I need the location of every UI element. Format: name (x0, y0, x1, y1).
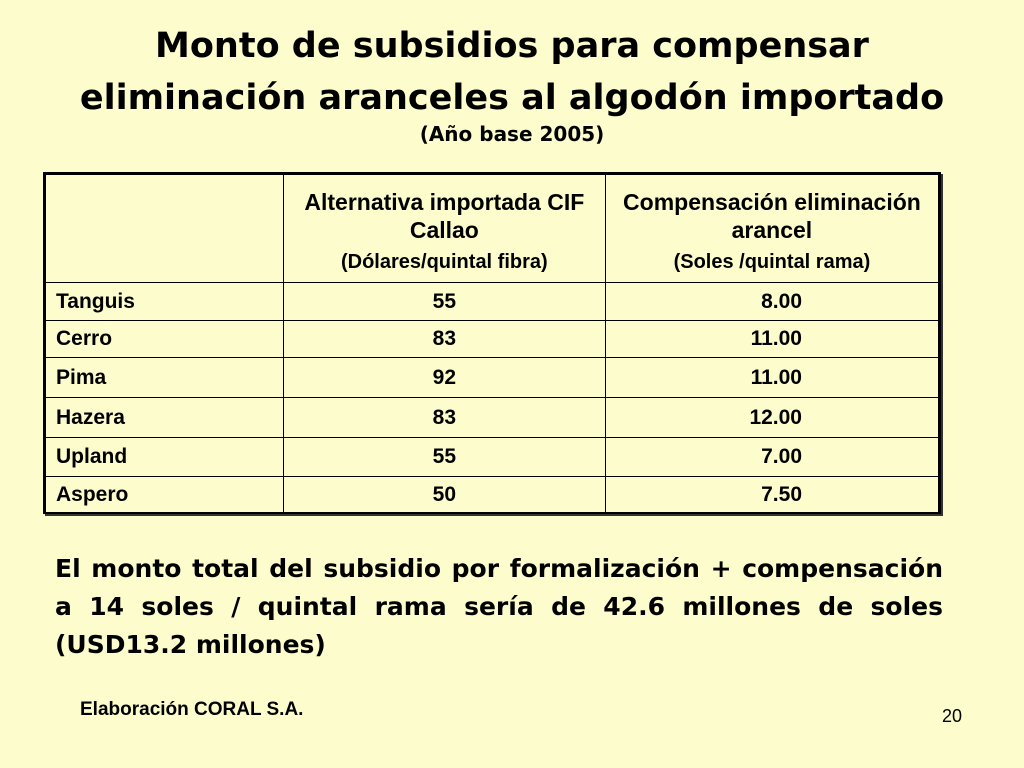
header-compensacion-unit: (Soles /quintal rama) (673, 250, 871, 273)
subsidy-table (45, 174, 939, 513)
summary-paragraph: El monto total del subsidio por formalización + compensación a 14 soles / quintal rama sería de 42.6 millones de soles (USD13.2 millones) (55, 554, 943, 659)
row-alternativa-value: 83 (283, 321, 605, 358)
row-variety-name: Tanguis (46, 283, 284, 321)
row-variety-name: Cerro (46, 321, 284, 358)
header-empty-cell (46, 175, 284, 283)
row-variety-name: Upland (46, 438, 284, 477)
row-alternativa-value: 92 (283, 358, 605, 398)
header-alternativa (283, 175, 605, 283)
row-compensacion-value: 8.00 (605, 283, 938, 321)
row-alternativa-value: 50 (283, 477, 605, 513)
row-variety-name: Pima (46, 358, 284, 398)
table-row (46, 398, 939, 438)
row-alternativa-value: 55 (283, 438, 605, 477)
header-compensacion (605, 175, 938, 283)
table-row (46, 477, 939, 513)
subsidy-table-frame (43, 172, 941, 514)
table-row (46, 321, 939, 358)
header-alternativa-unit: (Dólares/quintal fibra) (340, 250, 548, 273)
row-variety-name: Hazera (46, 398, 284, 438)
page-number: 20 (941, 706, 962, 726)
table-row (46, 283, 939, 321)
slide-title-line-1: Monto de subsidios para compensar (155, 26, 869, 66)
row-compensacion-value: 7.00 (605, 438, 938, 477)
table-row (46, 358, 939, 398)
row-compensacion-value: 12.00 (605, 398, 938, 438)
row-alternativa-value: 83 (283, 398, 605, 438)
row-compensacion-value: 11.00 (605, 321, 938, 358)
row-compensacion-value: 7.50 (605, 477, 938, 513)
table-header-row (46, 175, 939, 283)
slide-subtitle: (Año base 2005) (419, 122, 605, 146)
header-compensacion-label: Compensación eliminación arancel (623, 188, 921, 243)
row-alternativa-value: 55 (283, 283, 605, 321)
row-variety-name: Aspero (46, 477, 284, 513)
slide-title-line-2: eliminación aranceles al algodón importado (79, 78, 945, 118)
header-alternativa-label: Alternativa importada CIF Callao (304, 188, 585, 243)
row-compensacion-value: 11.00 (605, 358, 938, 398)
table-row (46, 438, 939, 477)
source-credit: Elaboración CORAL S.A. (80, 699, 304, 720)
